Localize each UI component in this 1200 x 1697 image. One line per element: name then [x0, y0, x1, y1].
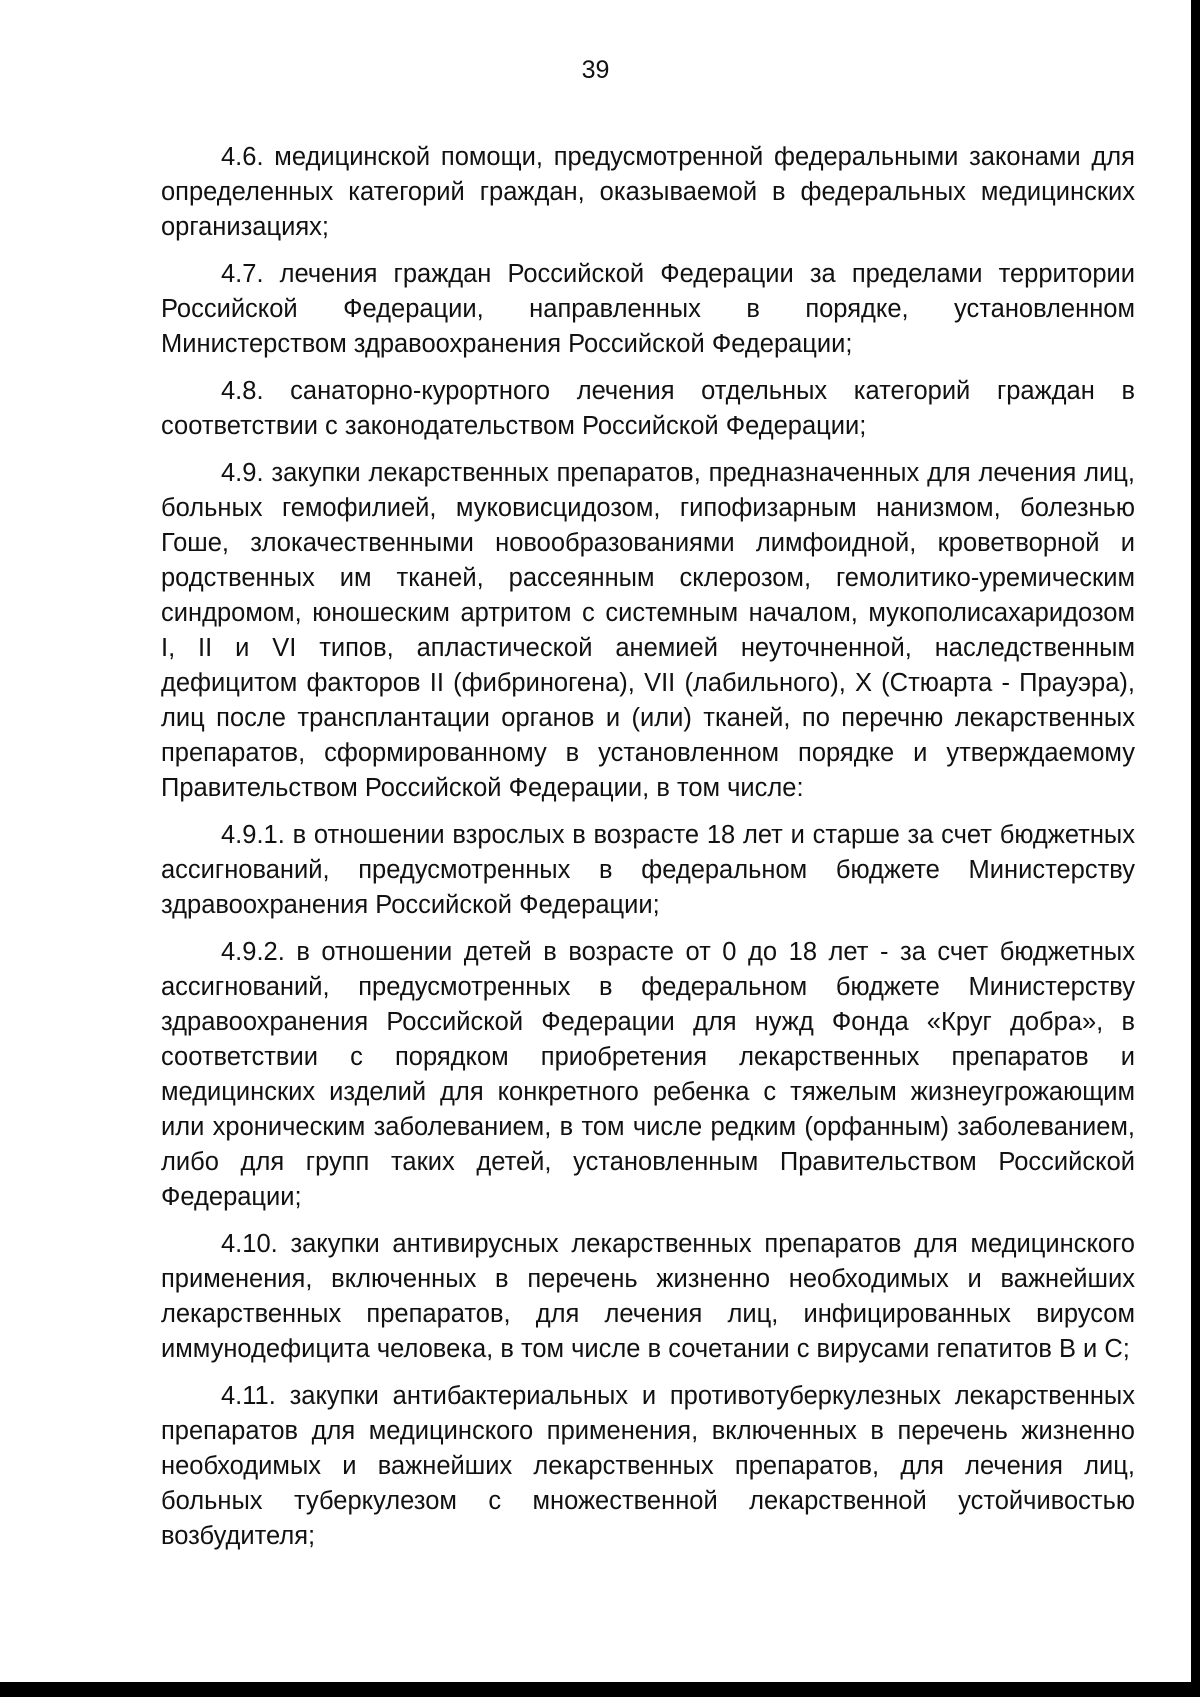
paragraph-4-6: 4.6. медицинской помощи, предусмотренной федеральными законами для определенных категорий граждан, оказываемой в федеральных медицинских организациях; — [161, 143, 1135, 241]
document-body — [161, 140, 1135, 1554]
paragraph-4-9-1: 4.9.1. в отношении взрослых в возрасте 18 лет и старше за счет бюджетных ассигнований, предусмотренных в федеральном бюджете Министерству здравоохранения Российской Федерации; — [161, 821, 1135, 919]
paragraph-4-11: 4.11. закупки антибактериальных и противотуберкулезных лекарственных препаратов для медицинского применения, включенных в перечень жизненно необходимых и важнейших лекарственных препаратов, для лечения лиц, больных туберкулезом с множественной лекарственной устойчивостью возбудителя; — [161, 1382, 1135, 1550]
paragraph-4-9: 4.9. закупки лекарственных препаратов, предназначенных для лечения лиц, больных гемофилией, муковисцидозом, гипофизарным нанизмом, болезнью Гоше, злокачественными новообразованиями лимфоидной, кроветворной и родственных им тканей, рассеянным склерозом, гемолитико-уремическим синдромом, юношеским артритом с системным началом, мукополисахаридозом I, II и VI типов, апластической анемией неуточненной, наследственным дефицитом факторов II (фибриногена), VII (лабильного), X (Стюарта - Прауэра), лиц после трансплантации органов и (или) тканей, по перечню лекарственных препаратов, сформированному в установленном порядке и утверждаемому Правительством Российской Федерации, в том числе: — [161, 459, 1135, 802]
paragraph-4-10: 4.10. закупки антивирусных лекарственных препаратов для медицинского применения, включенных в перечень жизненно необходимых и важнейших лекарственных препаратов, для лечения лиц, инфицированных вирусом иммунодефицита человека, в том числе в сочетании с вирусами гепатитов B и C; — [161, 1230, 1135, 1363]
paragraph-4-8: 4.8. санаторно-курортного лечения отдельных категорий граждан в соответствии с законодательством Российской Федерации; — [161, 377, 1135, 440]
paragraph-4-9-2: 4.9.2. в отношении детей в возрасте от 0 до 18 лет - за счет бюджетных ассигнований, предусмотренных в федеральном бюджете Министерству здравоохранения Российской Федерации для нужд Фонда «Круг добра», в соответствии с порядком приобретения лекарственных препаратов и медицинских изделий для конкретного ребенка с тяжелым жизнеугрожающим или хроническим заболеванием, в том числе редким (орфанным) заболеванием, либо для групп таких детей, установленным Правительством Российской Федерации; — [161, 938, 1135, 1211]
paragraph-4-7: 4.7. лечения граждан Российской Федерации за пределами территории Российской Федерации, направленных в порядке, установленном Министерством здравоохранения Российской Федерации; — [161, 260, 1135, 358]
page-number: 39 — [581, 56, 610, 84]
